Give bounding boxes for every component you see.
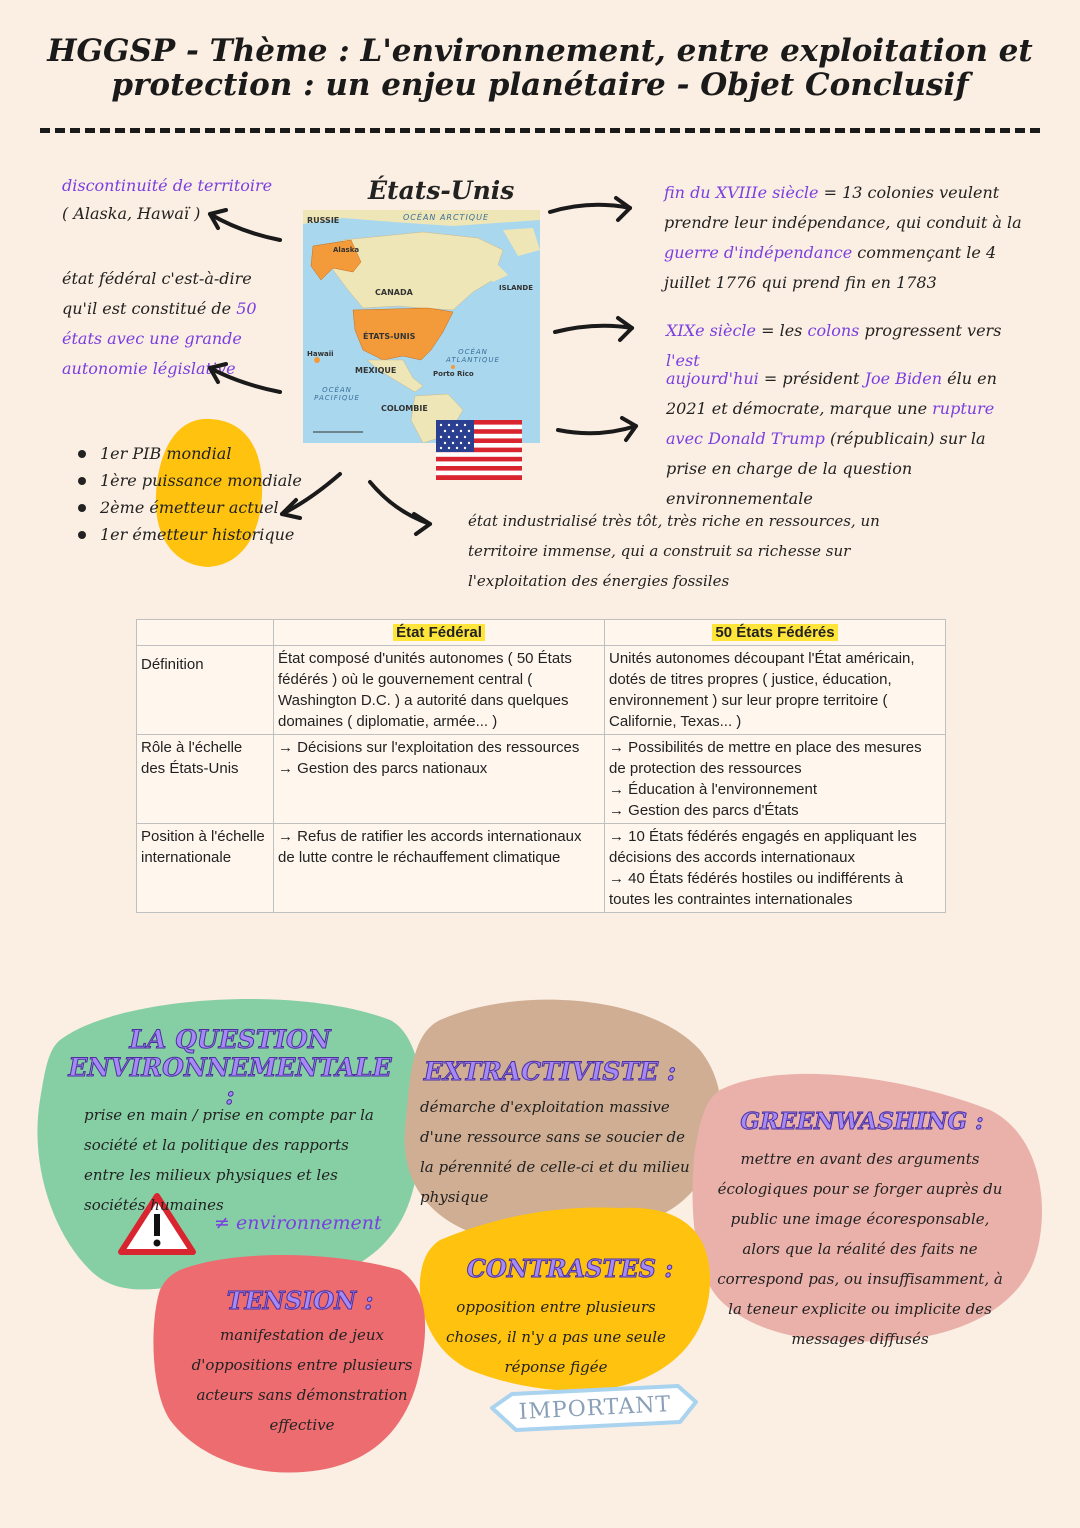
bullet-item: 1er PIB mondial xyxy=(78,440,302,467)
today-text-c: (républicain) sur la prise en charge de la question environnementale xyxy=(666,429,986,508)
us-bullets xyxy=(78,440,302,548)
map-label-atlantique: OCÉAN ATLANTIQUE xyxy=(446,348,500,364)
cell-line: → Gestion des parcs nationaux xyxy=(278,760,488,777)
xviii-text-a: = 13 colonies veulent prendre leur indépendance, qui conduit à la xyxy=(664,183,1022,232)
bullet-item: 1er émetteur historique xyxy=(78,521,302,548)
table-header-states-label: 50 États Fédérés xyxy=(712,624,837,641)
bullet-item: 2ème émetteur actuel xyxy=(78,494,302,521)
page-title: HGGSP - Thème : L'environnement, entre exploitation et protection : un enjeu planétaire - Objet Conclusif xyxy=(47,33,1033,103)
table-header-empty xyxy=(137,620,274,646)
greenwashing-title: GREENWASHING : xyxy=(740,1108,984,1135)
discontinuity-title: discontinuité de territoire xyxy=(62,176,273,195)
map-label-russie: RUSSIE xyxy=(307,216,340,225)
row-label: Définition xyxy=(137,646,274,735)
table-cell xyxy=(605,735,946,824)
table-row xyxy=(137,824,946,913)
contrastes-title: CONTRASTES : xyxy=(466,1254,674,1283)
table-cell xyxy=(605,824,946,913)
cell-line: → Gestion des parcs d'États xyxy=(609,802,799,819)
extractiviste-title: EXTRACTIVISTE : xyxy=(423,1057,677,1086)
cell-line: → Refus de ratifier les accords internationaux de lutte contre le réchauffement climatique xyxy=(278,828,582,866)
xviii-text-b: commençant le 4 juillet 1776 qui prend fin en 1783 xyxy=(664,243,997,292)
table-cell xyxy=(274,646,605,735)
xviii-note xyxy=(664,178,1024,298)
map-label-canada: CANADA xyxy=(375,288,413,297)
question-env-title: LA QUESTION ENVIRONNEMENTALE : xyxy=(68,1025,392,1110)
row-label: Position à l'échelle internationale xyxy=(137,824,274,913)
discontinuity-examples: ( Alaska, Hawaï ) xyxy=(62,204,201,223)
greenwashing-text: mettre en avant des arguments écologiques pour se forger auprès du public une image écoresponsable, alors que la réalité des faits ne correspond pas, ou insuffisamment, à la teneur explicite ou implicite des messages diffusés xyxy=(717,1150,1003,1348)
map-label-pacifique: OCÉAN PACIFIQUE xyxy=(314,386,360,402)
tension-text: manifestation de jeux d'oppositions entre plusieurs acteurs sans démonstration effective xyxy=(191,1326,413,1434)
row-label: Rôle à l'échelle des États-Unis xyxy=(137,735,274,824)
today-text-a: = président xyxy=(763,369,860,388)
contrastes-text: opposition entre plusieurs choses, il n'y a pas une seule réponse figée xyxy=(446,1298,666,1376)
cell-line: → Décisions sur l'exploitation des ressources xyxy=(278,739,580,756)
map-label-colombie: COLOMBIE xyxy=(381,404,428,413)
xix-highlight3: l'est xyxy=(666,351,700,370)
today-text-b: élu en 2021 et démocrate, marque une xyxy=(666,369,997,418)
important-badge: IMPORTANT xyxy=(518,1392,672,1425)
cell-line: → 10 États fédérés engagés en appliquant les décisions des accords internationaux xyxy=(609,828,917,866)
cell-line: → Éducation à l'environnement xyxy=(609,781,817,798)
map-label-porto-rico: Porto Rico xyxy=(433,370,474,378)
industrial-note: état industrialisé très tôt, très riche en ressources, un territoire immense, qui a construit sa richesse sur l'exploitation des énergies fossiles xyxy=(468,512,880,590)
today-highlight2: Joe Biden xyxy=(864,369,943,388)
table-row xyxy=(137,735,946,824)
federal-comparison-table xyxy=(136,619,946,913)
xviii-highlight2: guerre d'indépendance xyxy=(664,243,853,262)
map-label-etats-unis: ÉTATS-UNIS xyxy=(363,332,416,341)
xix-text-a: = les xyxy=(761,321,803,340)
extractiviste-text: démarche d'exploitation massive d'une ressource sans se soucier de la pérennité de celle-ci et du milieu physique xyxy=(420,1098,690,1206)
xviii-highlight: fin du XVIIIe siècle xyxy=(664,183,819,202)
table-header-row xyxy=(137,620,946,646)
table-header-states xyxy=(605,620,946,646)
today-highlight: aujourd'hui xyxy=(666,369,759,388)
bullet-item: 1ère puissance mondiale xyxy=(78,467,302,494)
map-label-alaska: Alaska xyxy=(333,246,360,254)
today-note xyxy=(666,364,1026,514)
today-highlight3: rupture avec Donald Trump xyxy=(666,399,995,448)
cell-line: → 40 États fédérés hostiles ou indifférents à toutes les contraintes internationales xyxy=(609,870,904,908)
table-cell xyxy=(274,735,605,824)
arrow-to-discontinuity xyxy=(210,214,280,240)
table-header-federal xyxy=(274,620,605,646)
cell-line: → Possibilités de mettre en place des mesures de protection des ressources xyxy=(609,739,922,777)
map-label-mexique: MEXIQUE xyxy=(355,366,397,375)
cell-line: État composé d'unités autonomes ( 50 États fédérés ) où le gouvernement central ( Washington D.C. ) a autorité dans quelques domaines ( diplomatie, armée... ) xyxy=(278,650,572,730)
tension-title: TENSION : xyxy=(226,1286,374,1315)
federal-note-text: état fédéral c'est-à-dire qu'il est constitué de xyxy=(62,269,252,318)
federal-note-highlight: 50 états avec une grande autonomie législative xyxy=(62,299,257,378)
table-cell xyxy=(274,824,605,913)
question-env-warning: ≠ environnement xyxy=(214,1212,382,1234)
xix-highlight: XIXe siècle xyxy=(666,321,756,340)
map-label-islande: ISLANDE xyxy=(499,284,533,292)
xix-highlight2: colons xyxy=(807,321,860,340)
table-cell xyxy=(605,646,946,735)
us-heading: États-Unis xyxy=(368,176,515,205)
table-row xyxy=(137,646,946,735)
table-header-federal-label: État Fédéral xyxy=(393,624,485,641)
xix-text-b: progressent vers xyxy=(864,321,1002,340)
question-env-text: prise en main / prise en compte par la société et la politique des rapports entre les milieux physiques et les sociétés humaines xyxy=(84,1106,374,1214)
cell-line: Unités autonomes découpant l'État américain, dotés de titres propres ( justice, éducation, environnement ) sur leur propre territoire ( Californie, Texas... ) xyxy=(609,650,915,730)
map-label-arctique: OCÉAN ARCTIQUE xyxy=(403,213,490,222)
map-label-hawaii: Hawaii xyxy=(307,350,334,358)
